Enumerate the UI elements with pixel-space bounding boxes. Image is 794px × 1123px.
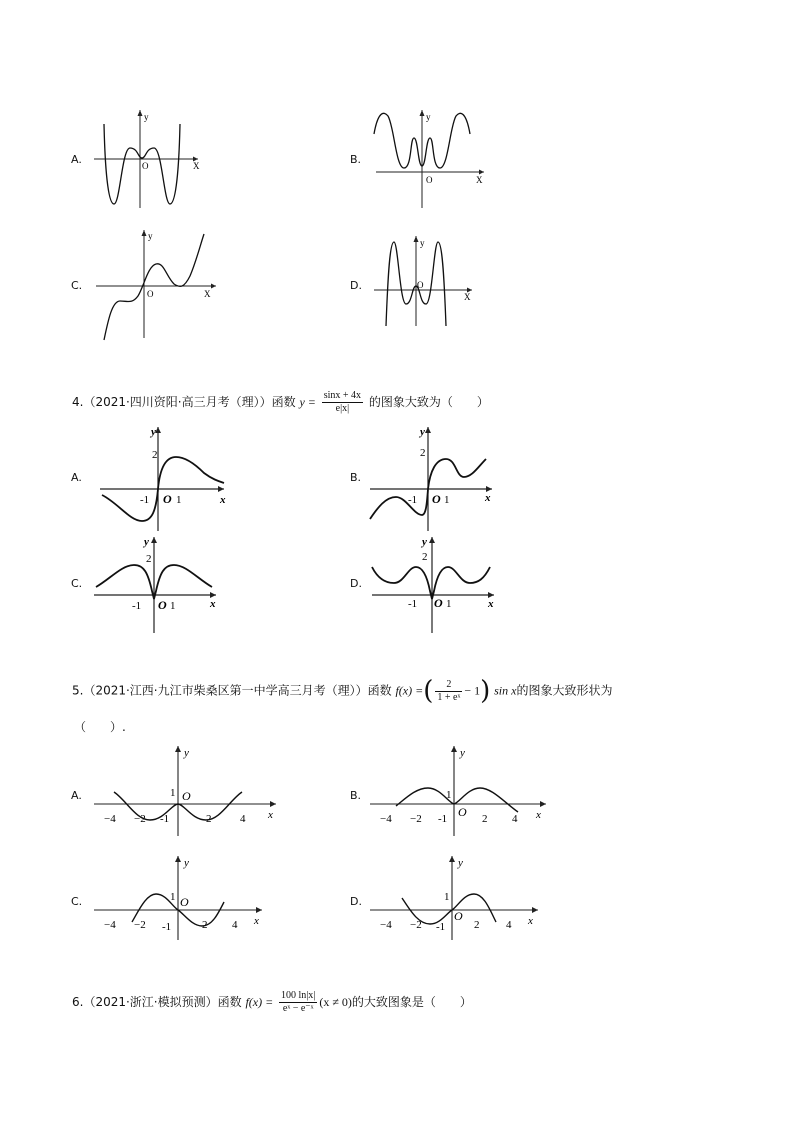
tick-2: 2 xyxy=(420,447,426,459)
q3-option-b-label[interactable]: B. xyxy=(350,153,362,166)
q5-number: 5. xyxy=(72,683,84,698)
x-axis-label: X xyxy=(476,175,483,185)
q6-numerator: 100 ln|x| xyxy=(281,990,316,1001)
tick-minus-1: -1 xyxy=(408,494,418,506)
q6-tail: 的大致图象是（ ） xyxy=(351,995,472,1009)
y-axis-label: y xyxy=(144,536,149,548)
q3-graph-d[interactable] xyxy=(372,232,482,330)
q5-tail: 的图象大致形状为 xyxy=(516,683,613,698)
q6-number: 6. xyxy=(72,995,84,1009)
x-axis-label: x xyxy=(268,809,273,821)
tick-neg4: −4 xyxy=(104,919,116,931)
q3-graph-c[interactable] xyxy=(94,226,224,344)
q4-graph-b[interactable] xyxy=(368,423,498,533)
tick-minus-1: -1 xyxy=(140,494,150,506)
tick-1: 1 xyxy=(170,787,176,799)
q5-graph-d[interactable] xyxy=(368,852,548,942)
origin-label: O xyxy=(434,596,443,610)
y-axis-label: y xyxy=(460,747,465,759)
y-axis-label: y xyxy=(184,747,189,759)
tick-minus-1: -1 xyxy=(132,600,142,612)
origin-label: O xyxy=(458,805,467,819)
tick-neg2: −2 xyxy=(134,813,146,825)
q5-fx: f(x) = xyxy=(395,683,424,698)
q4-tail: 的图象大致为（ ） xyxy=(368,395,489,409)
q5-answer-blank: （ ）. xyxy=(74,720,126,734)
q5-graph-c[interactable] xyxy=(92,852,272,942)
tick-pos2: 2 xyxy=(474,919,480,931)
q5-option-d-label[interactable]: D. xyxy=(350,895,362,908)
q3-option-a-label[interactable]: A. xyxy=(71,153,82,166)
tick-neg2: −2 xyxy=(410,919,422,931)
q5-option-b-label[interactable]: B. xyxy=(350,789,362,802)
tick-1: 1 xyxy=(446,598,452,610)
tick-pos4: 4 xyxy=(232,919,238,931)
q3-graph-b[interactable] xyxy=(370,106,490,210)
tick-pos4: 4 xyxy=(506,919,512,931)
q5-fraction xyxy=(435,679,462,704)
tick-1: 1 xyxy=(444,891,450,903)
q5-option-c-label[interactable]: C. xyxy=(71,895,83,908)
q5-source: （2021·江西·九江市柴桑区第一中学高三月考（理））函数 xyxy=(83,683,392,698)
x-axis-label: x xyxy=(254,915,259,927)
q5-numerator: 2 xyxy=(435,679,462,692)
q6-denominator: eˣ − e⁻ˣ xyxy=(282,1003,314,1014)
q4-number: 4. xyxy=(72,395,84,409)
q5-denominator: 1 + eˣ xyxy=(437,691,461,703)
x-axis-label: X xyxy=(464,292,471,302)
q4-graph-a[interactable] xyxy=(96,423,236,533)
q4-option-d-label[interactable]: D. xyxy=(350,577,362,590)
x-axis-label: x xyxy=(488,598,494,610)
y-axis-label: y xyxy=(458,857,463,869)
tick-pos4: 4 xyxy=(240,813,246,825)
tick-neg2: −2 xyxy=(134,919,146,931)
q5-stem: 5.（2021·江西·九江市柴桑区第一中学高三月考（理））函数 f(x) =( $\frac{2}{\text{1 + eˣ}}$ − 1) sin x的图象大致形状为 xyxy=(72,676,613,706)
y-axis-label: y xyxy=(426,112,431,122)
y-axis-label: y xyxy=(151,426,156,438)
q4-numerator: sinx + 4x xyxy=(323,390,362,401)
q4-stem xyxy=(72,390,489,415)
q4-option-b-label[interactable]: B. xyxy=(350,471,362,484)
q5-graph-b[interactable] xyxy=(368,742,558,838)
q6-fraction xyxy=(279,990,317,1015)
q4-y-eq: y = xyxy=(299,395,316,409)
q4-fraction xyxy=(322,390,363,415)
y-axis-label: y xyxy=(144,112,149,122)
q6-condition: (x ≠ 0) xyxy=(319,995,352,1009)
origin-label: O xyxy=(158,598,167,612)
tick-pos2: 2 xyxy=(202,919,208,931)
origin-label: O xyxy=(180,895,189,909)
y-axis-label: y xyxy=(420,426,425,438)
origin-label: O xyxy=(147,289,154,299)
q6-stem xyxy=(72,990,472,1015)
tick-2: 2 xyxy=(146,553,152,565)
origin-label: O xyxy=(432,492,441,506)
q6-fx: f(x) = xyxy=(245,995,274,1009)
origin-label: O xyxy=(163,492,172,506)
tick-minus-1: -1 xyxy=(162,921,172,933)
q4-option-a-label[interactable]: A. xyxy=(71,471,82,484)
tick-1: 1 xyxy=(170,600,176,612)
tick-minus-1: -1 xyxy=(436,921,446,933)
q4-source: （2021·四川资阳·高三月考（理））函数 xyxy=(83,395,296,409)
tick-minus-1: -1 xyxy=(408,598,418,610)
q3-graph-a[interactable] xyxy=(94,108,204,210)
origin-label: O xyxy=(417,280,424,290)
y-axis-label: y xyxy=(422,536,427,548)
q6-source: （2021·浙江·模拟预测）函数 xyxy=(83,995,242,1009)
tick-neg4: −4 xyxy=(380,813,392,825)
x-axis-label: x xyxy=(485,492,491,504)
origin-label: O xyxy=(182,789,191,803)
q4-graph-c[interactable] xyxy=(92,533,222,637)
x-axis-label: X xyxy=(204,289,211,299)
origin-label: O xyxy=(142,161,149,171)
x-axis-label: x xyxy=(536,809,541,821)
q3-option-d-label[interactable]: D. xyxy=(350,279,362,292)
tick-neg4: −4 xyxy=(104,813,116,825)
q5-graph-a[interactable] xyxy=(92,742,282,838)
x-axis-label: X xyxy=(193,161,200,171)
tick-1: 1 xyxy=(176,494,182,506)
x-axis-label: x xyxy=(528,915,533,927)
x-axis-label: x xyxy=(220,494,226,506)
tick-1: 1 xyxy=(446,789,452,801)
q3-option-c-label[interactable]: C. xyxy=(71,279,83,292)
y-axis-label: y xyxy=(420,238,425,248)
tick-neg4: −4 xyxy=(380,919,392,931)
y-axis-label: y xyxy=(148,231,153,241)
origin-label: O xyxy=(426,175,433,185)
tick-pos2: 2 xyxy=(206,813,212,825)
tick-2: 2 xyxy=(422,551,428,563)
tick-minus-1: -1 xyxy=(438,813,448,825)
q4-graph-d[interactable] xyxy=(370,533,500,637)
q5-sinx: sin x xyxy=(494,683,517,698)
tick-minus-1: -1 xyxy=(160,813,170,825)
tick-1: 1 xyxy=(444,494,450,506)
tick-neg2: −2 xyxy=(410,813,422,825)
q5-option-a-label[interactable]: A. xyxy=(71,789,82,802)
tick-pos2: 2 xyxy=(482,813,488,825)
q4-option-c-label[interactable]: C. xyxy=(71,577,83,590)
q4-denominator: e|x| xyxy=(335,403,350,414)
tick-1: 1 xyxy=(170,891,176,903)
x-axis-label: x xyxy=(210,598,216,610)
q5-minus-one: − 1 xyxy=(464,683,481,698)
y-axis-label: y xyxy=(184,857,189,869)
origin-label: O xyxy=(454,909,463,923)
tick-2: 2 xyxy=(152,449,158,461)
tick-pos4: 4 xyxy=(512,813,518,825)
